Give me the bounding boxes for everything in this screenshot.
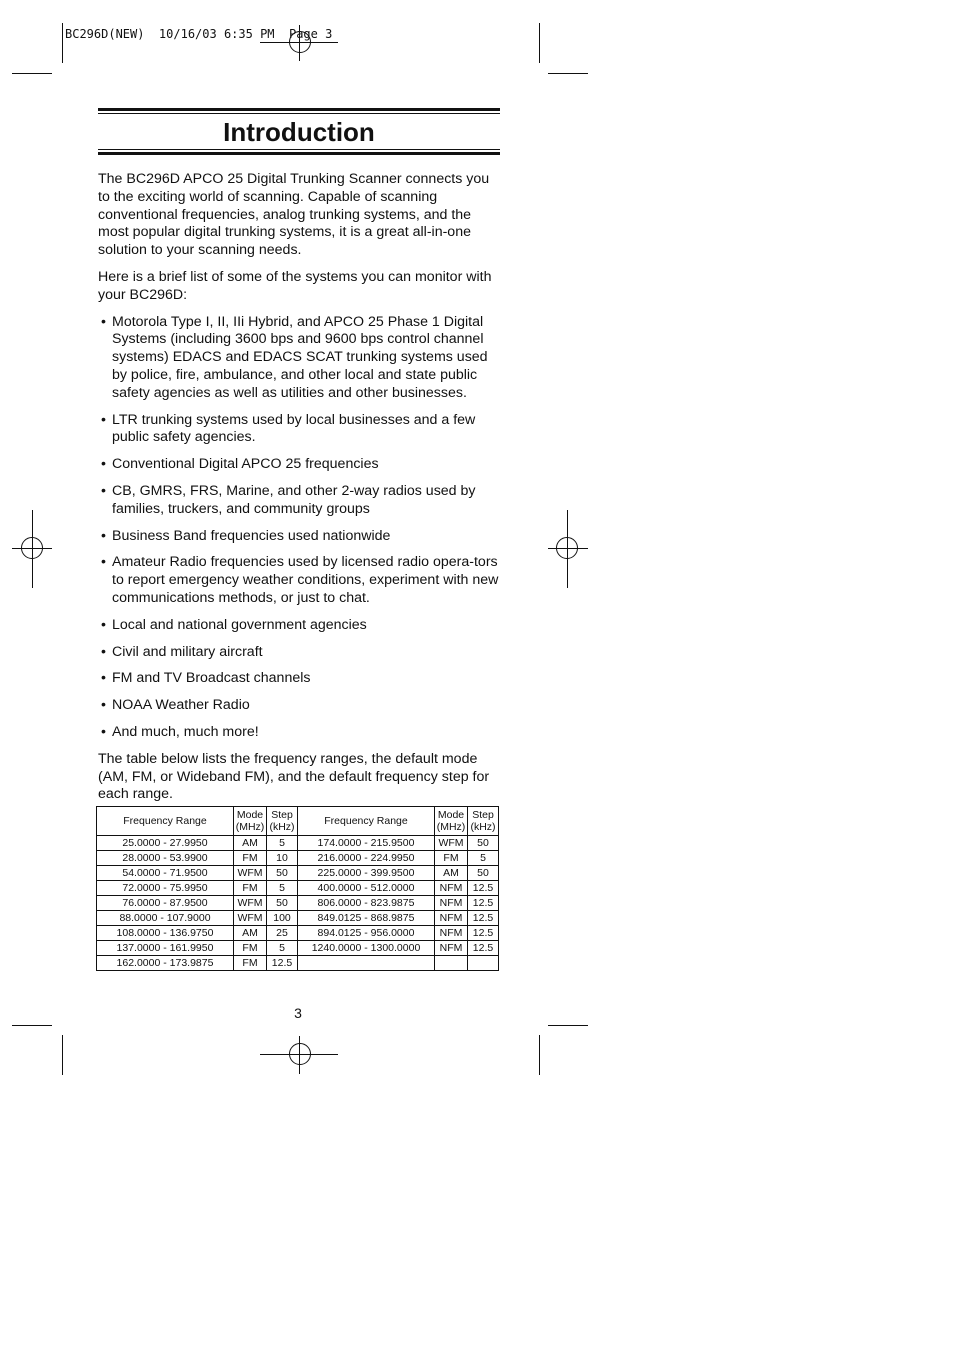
- bullet: •: [101, 697, 106, 714]
- crop-mark: [62, 1035, 63, 1075]
- list-item-text: Motorola Type I, II, IIi Hybrid, and APCO 25 Phase 1 Digital Systems (including 3600 bps and 9600 bps control channel systems) EDACS and EDACS SCAT trunking systems used by police, fire, ambulance, and other local and state public safety agencies as well as utilities and other businesses.: [112, 313, 488, 401]
- header-mode-line1: Mode: [437, 809, 465, 821]
- cell-mode: NFM: [435, 911, 468, 926]
- cell-range: 162.0000 - 173.9875: [97, 956, 234, 971]
- list-item-text: And much, much more!: [112, 723, 259, 740]
- cell-mode: WFM: [234, 911, 267, 926]
- header-step-line1: Step: [271, 809, 293, 821]
- cell-mode: NFM: [435, 926, 468, 941]
- table-row: [97, 926, 499, 941]
- header-frequency-range: Frequency Range: [97, 807, 234, 836]
- list-item-text: CB, GMRS, FRS, Marine, and other 2-way radios used by families, truckers, and community groups: [112, 482, 476, 517]
- cell-step: 12.5: [267, 956, 298, 971]
- cell-step: 50: [468, 836, 499, 851]
- cell-step: 5: [267, 881, 298, 896]
- list-item: [98, 670, 500, 688]
- cell-step: 50: [267, 866, 298, 881]
- intro-paragraph: Here is a brief list of some of the systems you can monitor with your BC296D:: [98, 268, 492, 303]
- cell-step: 10: [267, 851, 298, 866]
- crop-mark: [539, 23, 540, 63]
- crop-mark: [539, 1035, 540, 1075]
- crop-mark: [548, 1025, 588, 1026]
- header-step-line1: Step: [472, 809, 494, 821]
- cell-mode: WFM: [435, 836, 468, 851]
- crop-mark: [12, 73, 52, 74]
- table-row: [97, 896, 499, 911]
- cell-mode: AM: [435, 866, 468, 881]
- crop-mark: [12, 1025, 52, 1026]
- title-rule-top-thin: [98, 113, 500, 114]
- list-item: [98, 483, 500, 519]
- crop-mark: [62, 23, 63, 63]
- header-mode-line2: (MHz): [436, 821, 466, 833]
- cell-step: 5: [468, 851, 499, 866]
- cell-mode: WFM: [234, 866, 267, 881]
- cell-range: 137.0000 - 161.9950: [97, 941, 234, 956]
- list-item-text: Local and national government agencies: [112, 616, 367, 633]
- cell-mode: [435, 956, 468, 971]
- cell-mode: WFM: [234, 896, 267, 911]
- cell-range: 76.0000 - 87.9500: [97, 896, 234, 911]
- bullet: •: [101, 616, 106, 633]
- header-mode-line1: Mode: [236, 809, 264, 821]
- cell-range: 25.0000 - 27.9950: [97, 836, 234, 851]
- cell-step: 12.5: [468, 941, 499, 956]
- cell-range: 54.0000 - 71.9500: [97, 866, 234, 881]
- cell-mode: FM: [234, 941, 267, 956]
- title-rule-top: [98, 108, 500, 111]
- header-mode: [435, 807, 468, 836]
- cell-range: 806.0000 - 823.9875: [298, 896, 435, 911]
- page-number: 3: [294, 1005, 302, 1021]
- table-row: [97, 911, 499, 926]
- cell-range: 1240.0000 - 1300.0000: [298, 941, 435, 956]
- list-item: [98, 617, 500, 635]
- cell-step: 5: [267, 941, 298, 956]
- bullet: •: [101, 456, 106, 473]
- cell-step: 100: [267, 911, 298, 926]
- table-row: [97, 866, 499, 881]
- bullet: •: [101, 527, 106, 544]
- list-item-text: Conventional Digital APCO 25 frequencies: [112, 456, 379, 473]
- table-row: [97, 851, 499, 866]
- crop-mark: [548, 73, 588, 74]
- table-row: [97, 956, 499, 971]
- list-item-text: Amateur Radio frequencies used by licensed radio opera-tors to report emergency weather conditions, experiment with new communications methods, or just to chat.: [112, 554, 499, 606]
- header-step-line2: (kHz): [470, 821, 496, 833]
- header-step-line2: (kHz): [269, 821, 295, 833]
- list-item-text: LTR trunking systems used by local businesses and a few public safety agencies.: [112, 411, 476, 446]
- table-row: [97, 941, 499, 956]
- cell-range: 225.0000 - 399.9500: [298, 866, 435, 881]
- cell-range: 849.0125 - 868.9875: [298, 911, 435, 926]
- cell-range: 108.0000 - 136.9750: [97, 926, 234, 941]
- bullet: •: [101, 313, 106, 330]
- cell-range: [298, 956, 435, 971]
- header-frequency-range: Frequency Range: [298, 807, 435, 836]
- list-item: [98, 724, 500, 742]
- header-step: [267, 807, 298, 836]
- cell-step: 12.5: [468, 926, 499, 941]
- cell-step: 12.5: [468, 911, 499, 926]
- registration-mark-circle: [21, 537, 43, 559]
- table-row: [97, 881, 499, 896]
- cell-mode: AM: [234, 926, 267, 941]
- cell-range: 72.0000 - 75.9950: [97, 881, 234, 896]
- header-mode: [234, 807, 267, 836]
- cell-step: 50: [468, 866, 499, 881]
- intro-paragraph: The BC296D APCO 25 Digital Trunking Scanner connects you to the exciting world of scanning. Capable of scanning conventional frequencies, analog trunking systems, and the most popular digital trunking systems, it is a great all-in-one solution to your scanning needs.: [98, 171, 490, 259]
- table-intro-paragraph: The table below lists the frequency ranges, the default mode (AM, FM, or Wideband FM), and the default frequency step for each range.: [98, 750, 490, 803]
- list-item: [98, 456, 500, 474]
- cell-range: 400.0000 - 512.0000: [298, 881, 435, 896]
- title-rule-bottom-thin: [98, 149, 500, 150]
- cell-mode: NFM: [435, 941, 468, 956]
- cell-range: 894.0125 - 956.0000: [298, 926, 435, 941]
- table-header-row: [97, 807, 499, 836]
- table-row: [97, 836, 499, 851]
- list-item: [98, 528, 500, 546]
- list-item: [98, 412, 500, 448]
- title-rule-bottom: [98, 152, 500, 155]
- cell-mode: NFM: [435, 896, 468, 911]
- cell-step: 50: [267, 896, 298, 911]
- cell-range: 216.0000 - 224.9950: [298, 851, 435, 866]
- list-item: [98, 644, 500, 662]
- bullet: •: [101, 482, 106, 499]
- list-item-text: Civil and military aircraft: [112, 643, 263, 660]
- printer-slug: BC296D(NEW) 10/16/03 6:35 PM Page 3: [65, 27, 333, 41]
- list-item: [98, 314, 500, 403]
- title-block: [98, 108, 500, 155]
- registration-mark-circle: [556, 537, 578, 559]
- bullet: •: [101, 554, 106, 571]
- frequency-table: [96, 806, 499, 971]
- registration-mark-circle: [289, 1043, 311, 1065]
- list-item-text: Business Band frequencies used nationwide: [112, 527, 391, 544]
- cell-range: 28.0000 - 53.9900: [97, 851, 234, 866]
- cell-mode: AM: [234, 836, 267, 851]
- list-item-text: NOAA Weather Radio: [112, 697, 250, 714]
- cell-step: 25: [267, 926, 298, 941]
- cell-step: [468, 956, 499, 971]
- list-item-text: FM and TV Broadcast channels: [112, 670, 311, 687]
- cell-step: 12.5: [468, 881, 499, 896]
- cell-step: 12.5: [468, 896, 499, 911]
- page-title: Introduction: [223, 117, 375, 147]
- feature-list: [98, 314, 500, 742]
- body-content: [98, 171, 500, 813]
- cell-step: 5: [267, 836, 298, 851]
- cell-mode: NFM: [435, 881, 468, 896]
- bullet: •: [101, 723, 106, 740]
- cell-mode: FM: [234, 851, 267, 866]
- cell-mode: FM: [234, 956, 267, 971]
- list-item: [98, 697, 500, 715]
- cell-range: 174.0000 - 215.9500: [298, 836, 435, 851]
- cell-mode: FM: [234, 881, 267, 896]
- bullet: •: [101, 670, 106, 687]
- list-item: [98, 554, 500, 607]
- bullet: •: [101, 643, 106, 660]
- cell-range: 88.0000 - 107.9000: [97, 911, 234, 926]
- header-step: [468, 807, 499, 836]
- bullet: •: [101, 411, 106, 428]
- header-mode-line2: (MHz): [235, 821, 265, 833]
- cell-mode: FM: [435, 851, 468, 866]
